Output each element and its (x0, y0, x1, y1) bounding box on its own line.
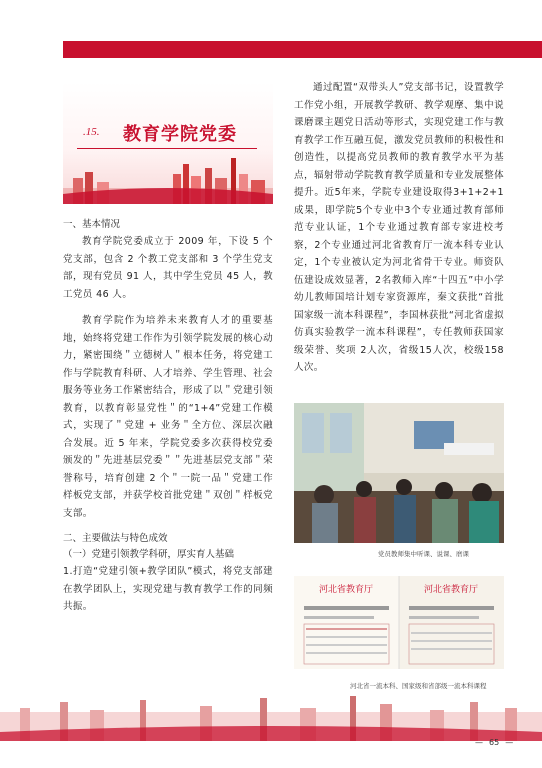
subsection-heading: （一）党建引领教学科研，厚实育人基础 (63, 549, 235, 560)
photo-caption: 党员教师集中听课、说课、磨课 (378, 550, 469, 558)
documents-caption: 河北省一流本科、国家级和省部级一流本科课程 (350, 682, 487, 690)
page-number: — 65 — (475, 738, 513, 747)
team-model-paragraph: 1.打造“党建引领+教学团队”模式，将党支部建在教学团队上，实现党建与教育教学工作的同频共振。 (63, 566, 273, 612)
footer-skyline-graphic (0, 694, 542, 741)
award-documents-image (294, 576, 504, 669)
overview-paragraph: 教育学院作为培养未来教育人才的重要基地，始终将党建工作作为引领学院发展的核心动力，紧密围绕＂立德树人＂根本任务，将党建工作与学院教育科研、人才培养、学生管理、社会服务等业务工作紧密结合，形成了以＂党建引领教育，以教育彰显党性＂的“1+4”党建工作模式，实现了＂党建 + 业务＂全方位、深层次融合发展。近 5 年来，学院党委多次获得校党委颁发的＂先进基层党委＂＂先进基层党支部＂荣誉称号，培育创建 2 个＂一院一品＂党建工作样板党支部，并获学校首批党建＂双创＂样板党支部。 (63, 315, 273, 519)
banner-title: 教育学院党委 (123, 124, 237, 145)
banner-skyline-graphic (63, 144, 273, 204)
results-paragraph: 通过配置“双带头人”党支部书记，设置教学工作党小组，开展教学教研、教学观摩、集中说课磨课主题党日活动等形式，实现党建工作与教育教学工作互融互促，激发党员教师的积极性和创造性，以提高党员教师的教育教学水平为基点，辐射带动学院教育教学质量和专业发展整体提升。近5年来，学院专业建设取得3+1+2+1成果，即学院5个专业中3个专业通过教育部师范专业认证，1个专业通过教育部专家进校考察，2个专业通过河北省教育厅一流本科专业认定，1个专业被认定为河北省骨干专业。师资队伍建设成效显著，2名教师入库“十四五”中小学幼儿教师国培计划专家资源库，秦文获批“首批国家级一流本科课程”，李国林获批“河北省虚拟仿真实验教学一流本科课程”，专任教师获国家级荣誉、奖项 2人次，省级15人次，校级158人次。 (294, 82, 504, 373)
banner-number: .15. (83, 126, 100, 138)
section1-heading: 一、基本情况 (63, 219, 121, 230)
doc-header-left: 河北省教育厅 (318, 584, 374, 594)
left-text-column (63, 217, 273, 616)
doc-header-right: 河北省教育厅 (423, 584, 479, 594)
classroom-photo (294, 403, 504, 543)
header-color-bar (63, 41, 542, 58)
section2-heading: 二、主要做法与特色成效 (63, 533, 168, 544)
basic-info-paragraph: 教育学院党委成立于 2009 年，下设 5 个党支部，包含 2 个教工党支部和 3 个学生党支部，现有党员 91 人，其中学生党员 45 人，教工党员 46 人。 (63, 236, 273, 300)
right-text-column (294, 79, 504, 377)
section-banner (63, 82, 273, 204)
